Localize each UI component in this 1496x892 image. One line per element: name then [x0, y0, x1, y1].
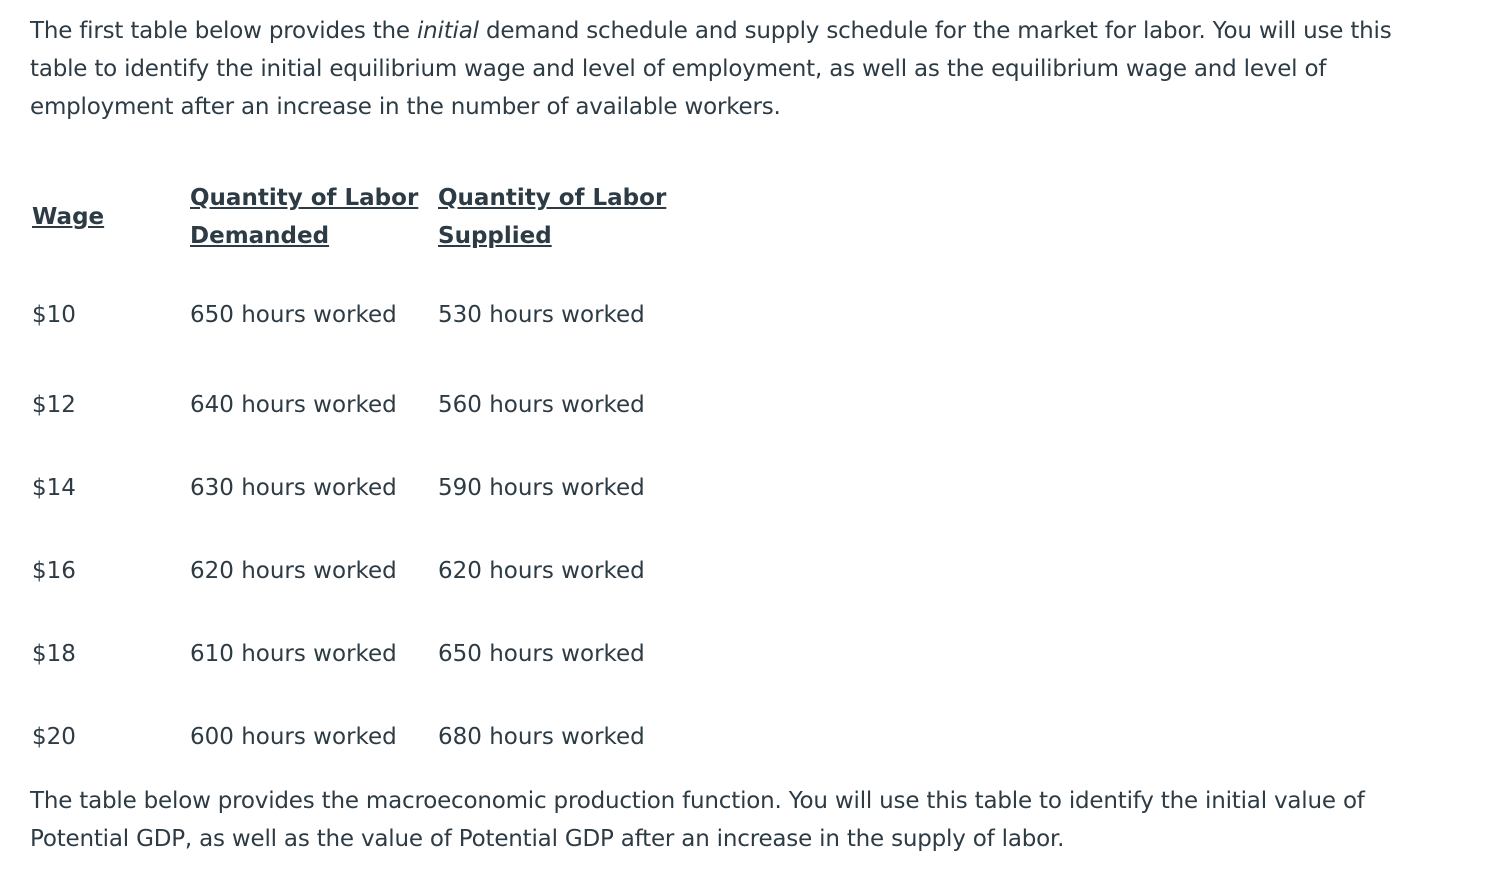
outro-paragraph: The table below provides the macroeconomic production function. You will use this table to identify the initial value of Potential GDP, as well as the value of Potential GDP after an increase in the supply of labor. [30, 788, 1365, 852]
content-area [30, 12, 1450, 852]
supplied-cell: 590 hours worked [438, 474, 645, 501]
table-row [32, 363, 678, 446]
table-row [32, 529, 678, 612]
table-row [32, 612, 678, 695]
supplied-cell: 620 hours worked [438, 557, 645, 584]
supplied-cell: 650 hours worked [438, 640, 645, 667]
wage-cell: $14 [32, 474, 76, 501]
wage-cell: $12 [32, 391, 76, 418]
intro-text-end: demand schedule and supply schedule for the market for labor. You will use this table to identify the initial equilibrium wage and level of employment, as well as the equilibrium wage and level of employment after an increase in the number of available workers. [30, 18, 1392, 120]
table-row [32, 695, 678, 778]
demanded-cell: 620 hours worked [190, 557, 397, 584]
intro-paragraph [30, 12, 1450, 126]
header-quantity-demanded: Quantity of Labor Demanded [190, 185, 419, 249]
demanded-cell: 600 hours worked [190, 723, 397, 750]
header-wage: Wage [32, 204, 105, 230]
supplied-cell: 560 hours worked [438, 391, 645, 418]
intro-emphasis: initial [416, 18, 479, 44]
labor-market-table [32, 167, 678, 778]
demanded-cell: 640 hours worked [190, 391, 397, 418]
intro-text-start: The first table below provides the [30, 18, 417, 44]
supplied-cell: 530 hours worked [438, 302, 645, 328]
wage-cell: $16 [32, 557, 76, 584]
demanded-cell: 610 hours worked [190, 640, 397, 667]
demanded-cell: 630 hours worked [190, 474, 397, 501]
table-header-row [32, 167, 678, 267]
wage-cell: $10 [32, 302, 76, 328]
demanded-cell: 650 hours worked [190, 302, 397, 328]
wage-cell: $20 [32, 723, 76, 750]
table-row [32, 267, 678, 363]
table-row [32, 446, 678, 529]
header-quantity-supplied: Quantity of Labor Supplied [438, 185, 667, 249]
wage-cell: $18 [32, 640, 76, 667]
supplied-cell: 680 hours worked [438, 723, 645, 750]
